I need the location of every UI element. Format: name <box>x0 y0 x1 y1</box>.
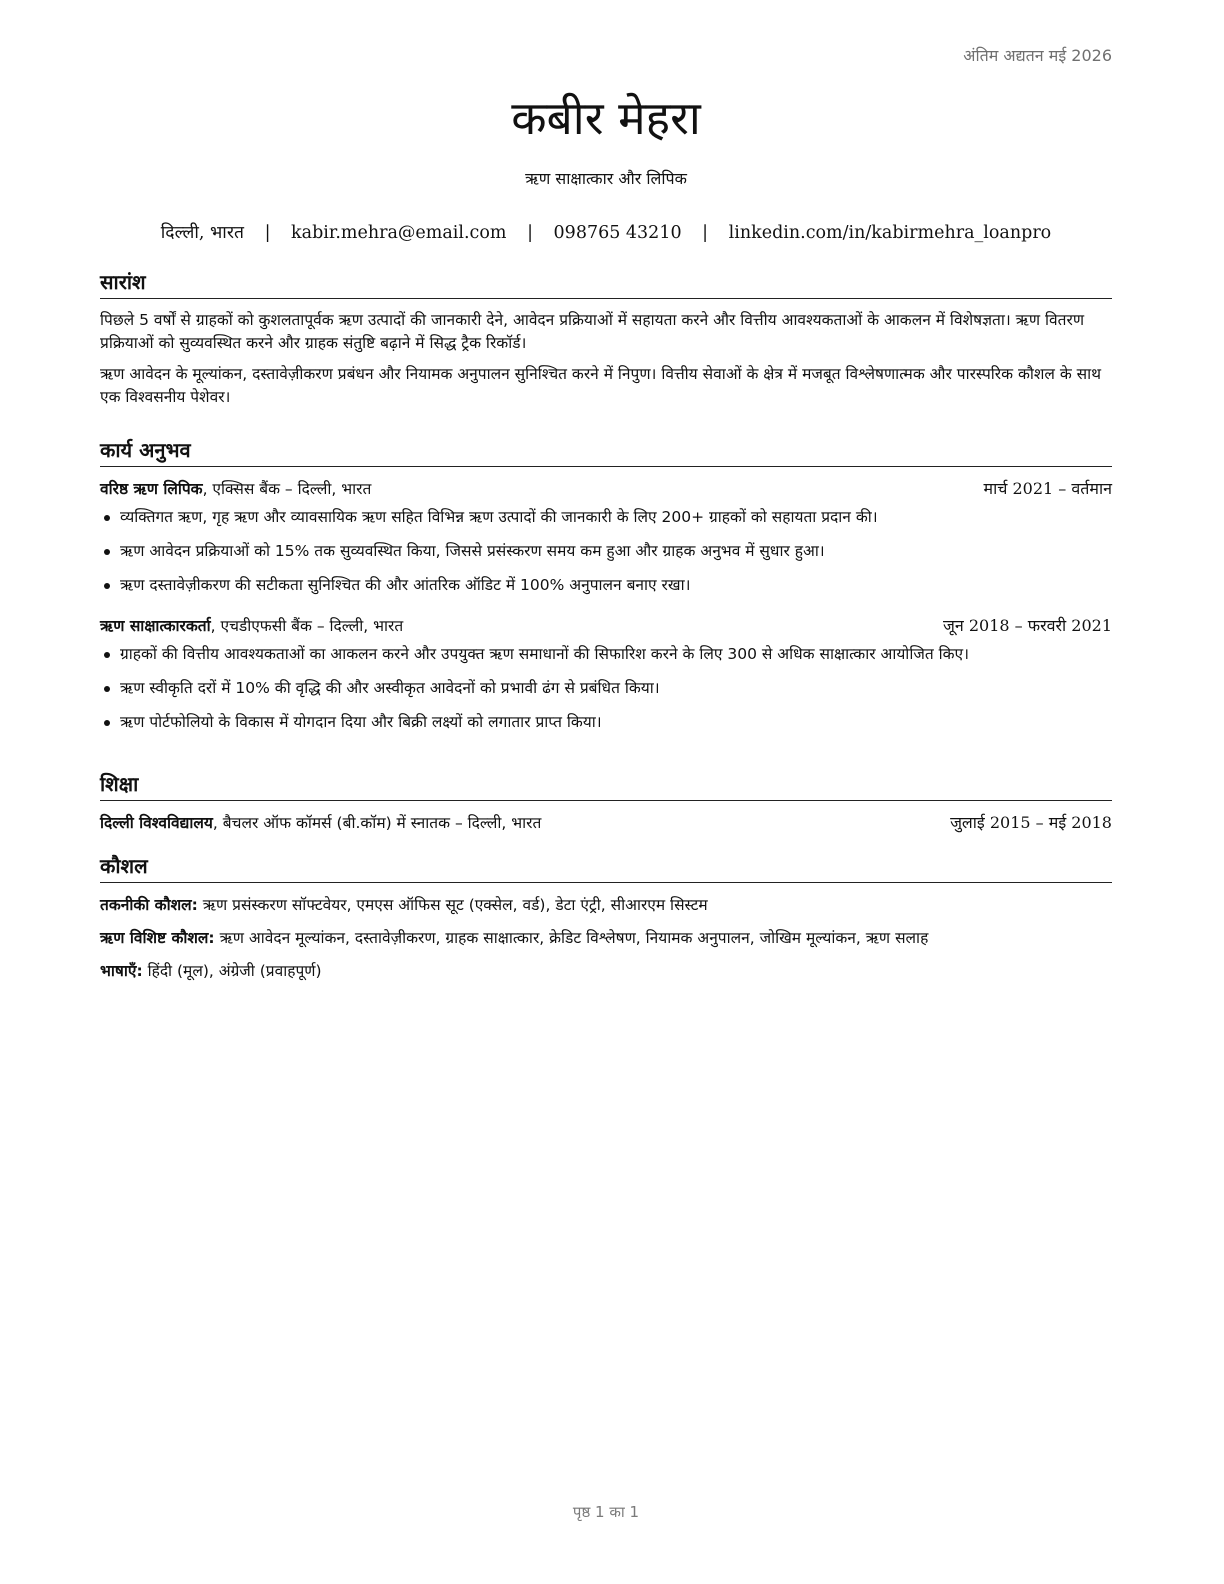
bullet-icon <box>104 686 110 692</box>
bullet-icon <box>104 720 110 726</box>
contact-separator: | <box>264 223 271 243</box>
job-title-line <box>100 477 371 501</box>
job-header <box>100 477 1112 501</box>
job-entry <box>100 477 1112 597</box>
job-header <box>100 614 1112 638</box>
list-item <box>100 710 1112 734</box>
bullet-text: ऋण दस्तावेज़ीकरण की सटीकता सुनिश्चित की और आंतरिक ऑडिट में 100% अनुपालन बनाए रखा। <box>120 576 691 594</box>
candidate-title: ऋण साक्षात्कार और लिपिक <box>525 169 687 188</box>
bullet-icon <box>104 652 110 658</box>
bullet-icon <box>104 549 110 555</box>
job-bullets <box>100 505 1112 597</box>
bullet-text: ऋण पोर्टफोलियो के विकास में योगदान दिया और बिक्री लक्ष्यों को लगातार प्राप्त किया। <box>120 713 602 731</box>
bullet-text: ऋण स्वीकृति दरों में 10% की वृद्धि की और अस्वीकृत आवेदनों को प्रभावी ढंग से प्रबंधित किया। <box>120 679 660 697</box>
contact-separator: | <box>702 223 709 243</box>
list-item <box>100 676 1112 700</box>
contact-line <box>100 220 1112 244</box>
contact-phone: 098765 43210 <box>553 223 682 243</box>
job-role: वरिष्ठ ऋण लिपिक <box>100 480 203 498</box>
bullet-text: ग्राहकों की वित्तीय आवश्यकताओं का आकलन करने और उपयुक्त ऋण समाधानों की सिफारिश करने के लिए 300 से अधिक साक्षात्कार आयोजित किए। <box>120 645 969 663</box>
contact-separator: | <box>527 223 533 243</box>
skill-value: हिंदी (मूल), अंग्रेजी (प्रवाहपूर्ण) <box>142 962 322 980</box>
page-number: पृष्ठ 1 का 1 <box>572 1503 640 1521</box>
skill-row <box>100 893 1112 917</box>
job-org: , एचडीएफसी बैंक – दिल्ली, भारत <box>210 617 404 635</box>
education-section <box>100 770 1112 835</box>
resume-page <box>100 0 1112 1584</box>
skills-section <box>100 852 1112 992</box>
skill-row <box>100 926 1112 950</box>
job-entry <box>100 614 1112 734</box>
contact-location: दिल्ली, भारत <box>160 223 244 243</box>
skill-label: ऋण विशिष्ट कौशल: <box>100 929 215 947</box>
job-title-line <box>100 614 403 638</box>
skill-value: ऋण आवेदन मूल्यांकन, दस्तावेज़ीकरण, ग्राहक साक्षात्कार, क्रेडिट विश्लेषण, नियामक अनुपालन, जोखिम मूल्यांकन, ऋण सलाह <box>214 929 929 947</box>
education-entry <box>100 811 1112 835</box>
list-item <box>100 573 1112 597</box>
job-bullets <box>100 642 1112 734</box>
summary-paragraph: ऋण आवेदन के मूल्यांकन, दस्तावेज़ीकरण प्रबंधन और नियामक अनुपालन सुनिश्चित करने में निपुण। वित्तीय सेवाओं के क्षेत्र में मजबूत विश्लेषणात्मक और पारस्परिक कौशल के साथ एक विश्वसनीय पेशेवर। <box>100 365 1102 406</box>
section-title-summary: सारांश <box>100 268 1112 299</box>
bullet-icon <box>104 583 110 589</box>
contact-email[interactable]: kabir.mehra@email.com <box>291 223 507 243</box>
skill-label: भाषाएँ: <box>100 962 143 980</box>
list-item <box>100 505 1112 529</box>
section-title-education: शिक्षा <box>100 770 1112 801</box>
job-dates: जून 2018 – फरवरी 2021 <box>943 616 1112 635</box>
bullet-text: व्यक्तिगत ऋण, गृह ऋण और व्यावसायिक ऋण सहित विभिन्न ऋण उत्पादों की जानकारी के लिए 200+ ग्राहकों को सहायता प्रदान की। <box>120 508 878 526</box>
bullet-text: ऋण आवेदन प्रक्रियाओं को 15% तक सुव्यवस्थित किया, जिससे प्रसंस्करण समय कम हुआ और ग्राहक अनुभव में सुधार हुआ। <box>120 542 825 560</box>
education-dates: जुलाई 2015 – मई 2018 <box>950 813 1112 832</box>
summary-section <box>100 268 1112 417</box>
list-item <box>100 539 1112 563</box>
list-item <box>100 642 1112 666</box>
contact-linkedin[interactable]: linkedin.com/in/kabirmehra_loanpro <box>728 223 1052 243</box>
experience-section <box>100 436 1112 744</box>
last-updated: अंतिम अद्यतन मई 2026 <box>963 46 1112 65</box>
job-role: ऋण साक्षात्कारकर्ता <box>100 617 211 635</box>
job-dates: मार्च 2021 – वर्तमान <box>983 479 1112 498</box>
job-org: , एक्सिस बैंक – दिल्ली, भारत <box>202 480 372 498</box>
section-title-experience: कार्य अनुभव <box>100 436 1112 467</box>
education-degree: , बैचलर ऑफ कॉमर्स (बी.कॉम) में स्नातक – दिल्ली, भारत <box>212 814 542 832</box>
candidate-name: कबीर मेहरा <box>511 91 701 145</box>
education-line <box>100 811 541 835</box>
bullet-icon <box>104 515 110 521</box>
section-title-skills: कौशल <box>100 852 1112 883</box>
summary-paragraph: पिछले 5 वर्षों से ग्राहकों को कुशलतापूर्वक ऋण उत्पादों की जानकारी देने, आवेदन प्रक्रियाओं में सहायता करने और वित्तीय आवश्यकताओं के आकलन में विशेषज्ञता। ऋण वितरण प्रक्रियाओं को सुव्यवस्थित करने और ग्राहक संतुष्टि बढ़ाने में सिद्ध ट्रैक रिकॉर्ड। <box>100 311 1085 352</box>
skill-value: ऋण प्रसंस्करण सॉफ्टवेयर, एमएस ऑफिस सूट (एक्सेल, वर्ड), डेटा एंट्री, सीआरएम सिस्टम <box>197 896 708 914</box>
skill-row <box>100 959 1112 983</box>
skill-label: तकनीकी कौशल: <box>100 896 198 914</box>
education-institution: दिल्ली विश्वविद्यालय <box>100 814 213 832</box>
